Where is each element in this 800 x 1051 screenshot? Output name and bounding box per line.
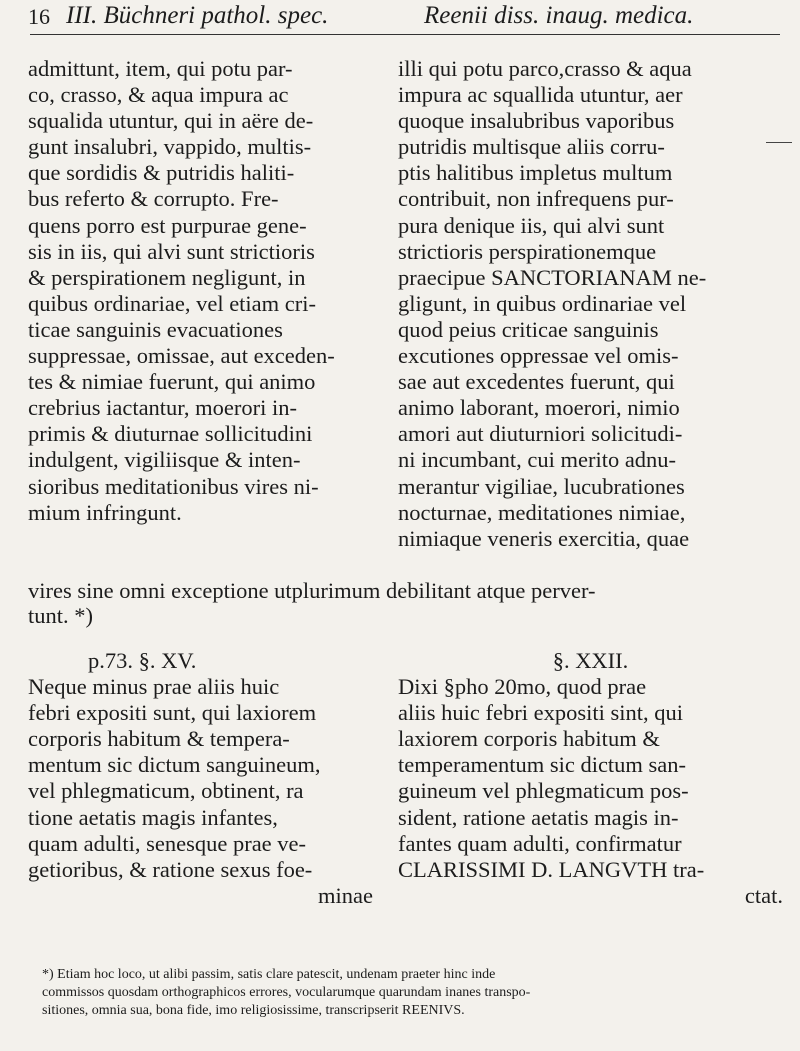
- text-line: indulgent, vigiliisque & inten-: [28, 447, 301, 473]
- text-line: gunt insalubri, vappido, multis-: [28, 134, 312, 160]
- text-line: animo laborant, moerori, nimio: [398, 395, 680, 421]
- text-line: febri expositi sunt, qui laxiorem: [28, 700, 317, 726]
- text-line: tione aetatis magis infantes,: [28, 804, 278, 830]
- text-line: sis in iis, qui alvi sunt strictioris: [28, 238, 315, 264]
- running-header: [28, 2, 782, 38]
- text-line: ctat.: [744, 882, 783, 908]
- footnote: [42, 966, 782, 1020]
- header-right-title: Reenii diss. inaug. medica.: [424, 2, 694, 29]
- text-line: pura denique iis, qui alvi sunt: [398, 212, 665, 238]
- section-heading: §. XXII.: [552, 648, 629, 673]
- text-line: vires sine omni exceptione utplurimum debilitant atque perver-: [28, 578, 596, 603]
- footnote-line: *) Etiam hoc loco, ut alibi passim, satis clare patescit, undenam praeter hinc inde: [42, 967, 496, 982]
- text-line: quoque insalubribus vaporibus: [398, 108, 675, 134]
- text-line: primis & diuturnae sollicitudini: [28, 421, 313, 447]
- text-line: quam adulti, senesque prae ve-: [28, 830, 307, 856]
- text-line: crebrius iactantur, moerori in-: [28, 395, 297, 421]
- text-line: ptis halitibus impletus multum: [398, 160, 673, 186]
- text-line: Neque minus prae aliis huic: [28, 674, 280, 700]
- text-line: temperamentum sic dictum san-: [398, 752, 687, 778]
- text-line: sae aut excedentes fuerunt, qui: [398, 369, 675, 395]
- left-column: [28, 56, 375, 526]
- text-line: bus referto & corrupto. Fre-: [28, 186, 279, 212]
- text-line: co, crasso, & aqua impura ac: [28, 82, 289, 108]
- text-line: putridis multisque aliis corru-: [398, 134, 665, 160]
- text-line: & perspirationem negligunt, in: [28, 264, 306, 290]
- text-line: strictioris perspirationemque: [398, 238, 657, 264]
- text-line: amori aut diuturniori solicitudi-: [398, 421, 683, 447]
- right-column: [398, 56, 778, 552]
- text-line: ticae sanguinis evacuationes: [28, 316, 283, 342]
- section-xv: [28, 648, 373, 909]
- text-line: mium infringunt.: [28, 499, 182, 525]
- text-line: admittunt, item, qui potu par-: [28, 56, 293, 81]
- footnote-line: commissos quosdam orthographicos errores, vocularumque quarundam inanes transpo-: [42, 985, 531, 1000]
- full-width-text: [28, 578, 780, 628]
- text-line: sident, ratione aetatis magis in-: [398, 804, 679, 830]
- text-line: contribuit, non infrequens pur-: [398, 186, 674, 212]
- text-line: illi qui potu parco,crasso & aqua: [398, 56, 692, 81]
- header-rule: [30, 34, 780, 35]
- text-line: merantur vigiliae, lucubrationes: [398, 473, 685, 499]
- text-line: nimiaque veneris exercitia, quae: [398, 525, 690, 551]
- text-line: tunt. *): [28, 603, 93, 628]
- page-number: 16: [28, 4, 50, 29]
- section-xxii: [398, 648, 783, 909]
- section-heading: p.73. §. XV.: [88, 648, 197, 673]
- text-line: corporis habitum & tempera-: [28, 726, 290, 752]
- text-line: getioribus, & ratione sexus foe-: [28, 856, 313, 882]
- text-line: suppressae, omissae, aut exceden-: [28, 343, 335, 369]
- text-line: sioribus meditationibus vires ni-: [28, 473, 319, 499]
- text-line: nocturnae, meditationes nimiae,: [398, 499, 686, 525]
- text-line: vel phlegmaticum, obtinent, ra: [28, 778, 304, 804]
- text-line: praecipue SANCTORIANAM ne-: [398, 264, 707, 290]
- text-line: quens porro est purpurae gene-: [28, 212, 307, 238]
- text-line: tes & nimiae fuerunt, qui animo: [28, 369, 316, 395]
- text-line: Dixi §pho 20mo, quod prae: [398, 674, 647, 700]
- text-line: squalida utuntur, qui in aëre de-: [28, 108, 314, 134]
- footnote-line: sitiones, omnia sua, bona fide, imo religiosissime, transcripserit REENIVS.: [42, 1003, 465, 1018]
- text-line: laxiorem corporis habitum &: [398, 726, 660, 752]
- text-line: mentum sic dictum sanguineum,: [28, 752, 321, 778]
- text-line: minae: [318, 882, 373, 908]
- text-line: fantes quam adulti, confirmatur: [398, 830, 682, 856]
- header-left-title: III. Büchneri pathol. spec.: [66, 2, 329, 29]
- text-line: excutiones oppressae vel omis-: [398, 343, 679, 369]
- text-line: impura ac squallida utuntur, aer: [398, 82, 683, 108]
- text-line: quibus ordinariae, vel etiam cri-: [28, 290, 317, 316]
- text-line: gligunt, in quibus ordinariae vel: [398, 290, 687, 316]
- text-line: ni incumbant, cui merito adnu-: [398, 447, 677, 473]
- text-line: aliis huic febri expositi sint, qui: [398, 700, 683, 726]
- text-line: CLARISSIMI D. LANGVTH tra-: [398, 856, 705, 882]
- text-line: quod peius criticae sanguinis: [398, 316, 659, 342]
- text-line: que sordidis & putridis haliti-: [28, 160, 295, 186]
- text-line: guineum vel phlegmaticum pos-: [398, 778, 689, 804]
